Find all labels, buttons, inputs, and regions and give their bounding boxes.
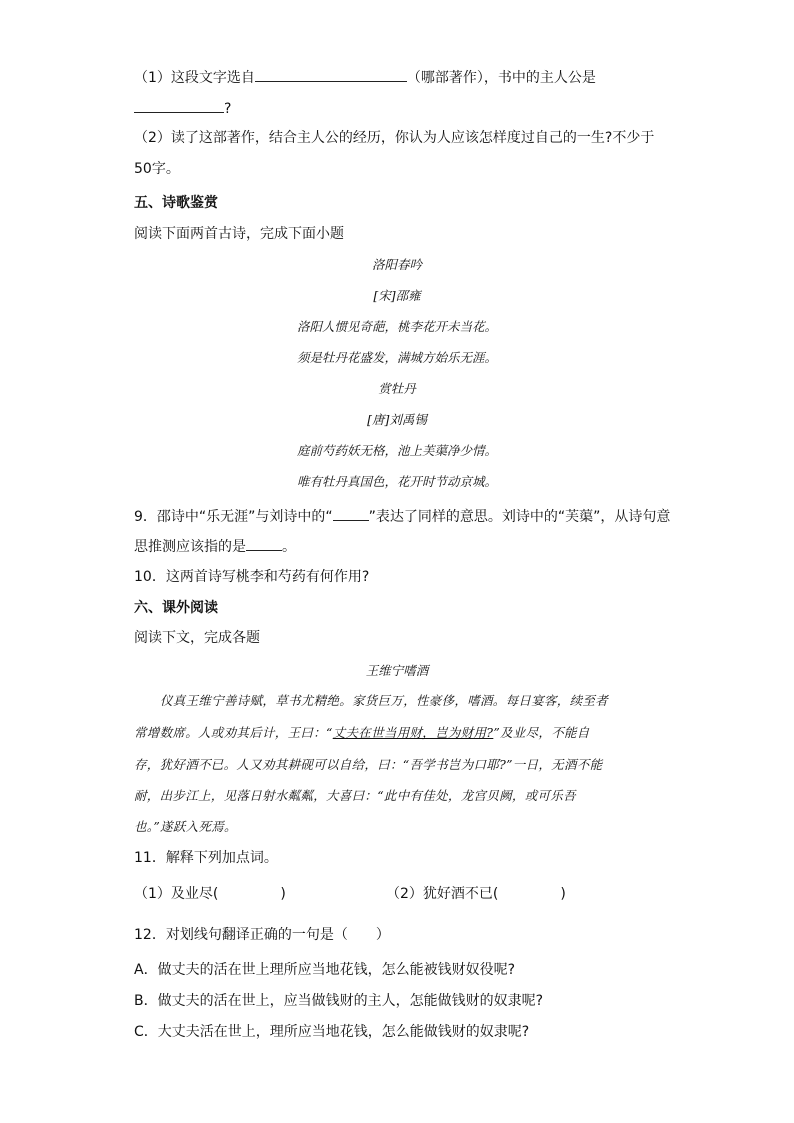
answer-blank[interactable] <box>255 67 407 82</box>
section-instruction: 阅读下文，完成各题 <box>134 630 260 646</box>
passage-line <box>134 723 590 743</box>
question-8-part1 <box>134 67 596 88</box>
option-a[interactable]: A．做丈夫的活在世上理所应当地花钱，怎么能被钱财奴役呢? <box>134 962 516 978</box>
text: ) <box>280 886 286 902</box>
poem-line: 洛阳人惯见奇葩，桃李花开未当花。 <box>296 319 497 334</box>
answer-blank[interactable] <box>246 536 282 551</box>
text: （哪部著作），书中的主人公是 <box>406 70 596 86</box>
passage-title: 王维宁嗜酒 <box>365 663 429 678</box>
option-c[interactable]: C．大丈夫活在世上，理所应当地花钱，怎么能做钱财的奴隶呢? <box>134 1024 530 1040</box>
answer-blank[interactable] <box>333 506 369 521</box>
underlined-sentence: 丈夫在世当用财，岂为财用? <box>332 725 494 740</box>
question-11-item2 <box>386 884 566 904</box>
text: 常增数席。人或劝其后计，王曰：“ <box>134 725 333 740</box>
question-10: 10．这两首诗写桃李和芍药有何作用? <box>134 569 370 585</box>
poem-title: 赏牡丹 <box>378 381 416 396</box>
passage-line: 仪真王维宁善诗赋，草书尤精绝。家货巨万，性豪侈，嗜酒。每日宴客，续至者 <box>160 693 609 708</box>
text: ”表达了同样的意思。刘诗中的“芙蕖”，从诗句意 <box>368 509 671 525</box>
question-11: 11．解释下列加点词。 <box>134 850 278 866</box>
question-8-part1-cont <box>134 98 231 119</box>
text: （1）这段文字选自 <box>134 70 255 86</box>
poem-author: [唐]刘禹锡 <box>367 412 427 427</box>
poem-title: 洛阳春吟 <box>371 257 422 272</box>
passage-line: 耐，出步江上，见落日射水粼粼，大喜曰：“此中有佳处，龙宫贝阙，或可乐吾 <box>134 788 576 803</box>
text: 9．邵诗中“乐无涯”与刘诗中的“ <box>134 509 333 525</box>
text: 。 <box>282 539 296 555</box>
text: 思推测应该指的是 <box>134 539 246 555</box>
text: （2）犹好酒不已( <box>386 886 499 902</box>
poem-line: 唯有牡丹真国色，花开时节动京城。 <box>296 474 497 489</box>
text: ) <box>560 886 566 902</box>
question-8-part2-cont: 50字。 <box>134 161 180 177</box>
passage-line: 存，犹好酒不已。人又劝其耕砚可以自给，曰：“吾学书岂为口耶?”一日，无酒不能 <box>134 757 603 772</box>
section-heading-reading: 六、课外阅读 <box>134 600 218 616</box>
answer-blank[interactable] <box>134 98 224 113</box>
section-instruction: 阅读下面两首古诗，完成下面小题 <box>134 226 344 242</box>
question-11-item1 <box>134 884 286 904</box>
text: ”及业尽，不能自 <box>493 725 590 740</box>
passage-line: 也。”遂跃入死焉。 <box>134 819 237 834</box>
question-12: 12．对划线句翻译正确的一句是（ ） <box>134 927 390 943</box>
question-9-line2 <box>134 536 296 557</box>
question-8-part2: （2）读了这部著作，结合主人公的经历，你认为人应该怎样度过自己的一生?不少于 <box>134 130 655 146</box>
section-heading-poetry: 五、诗歌鉴赏 <box>134 195 218 211</box>
text: （1）及业尽( <box>134 886 219 902</box>
option-b[interactable]: B．做丈夫的活在世上，应当做钱财的主人，怎能做钱财的奴隶呢? <box>134 993 544 1009</box>
text: ? <box>224 101 232 117</box>
poem-author: [宋]邵雍 <box>373 288 421 303</box>
question-9-line1 <box>134 506 670 527</box>
poem-line: 须是牡丹花盛发，满城方始乐无涯。 <box>296 350 497 365</box>
poem-line: 庭前芍药妖无格，池上芙蕖净少情。 <box>296 443 497 458</box>
